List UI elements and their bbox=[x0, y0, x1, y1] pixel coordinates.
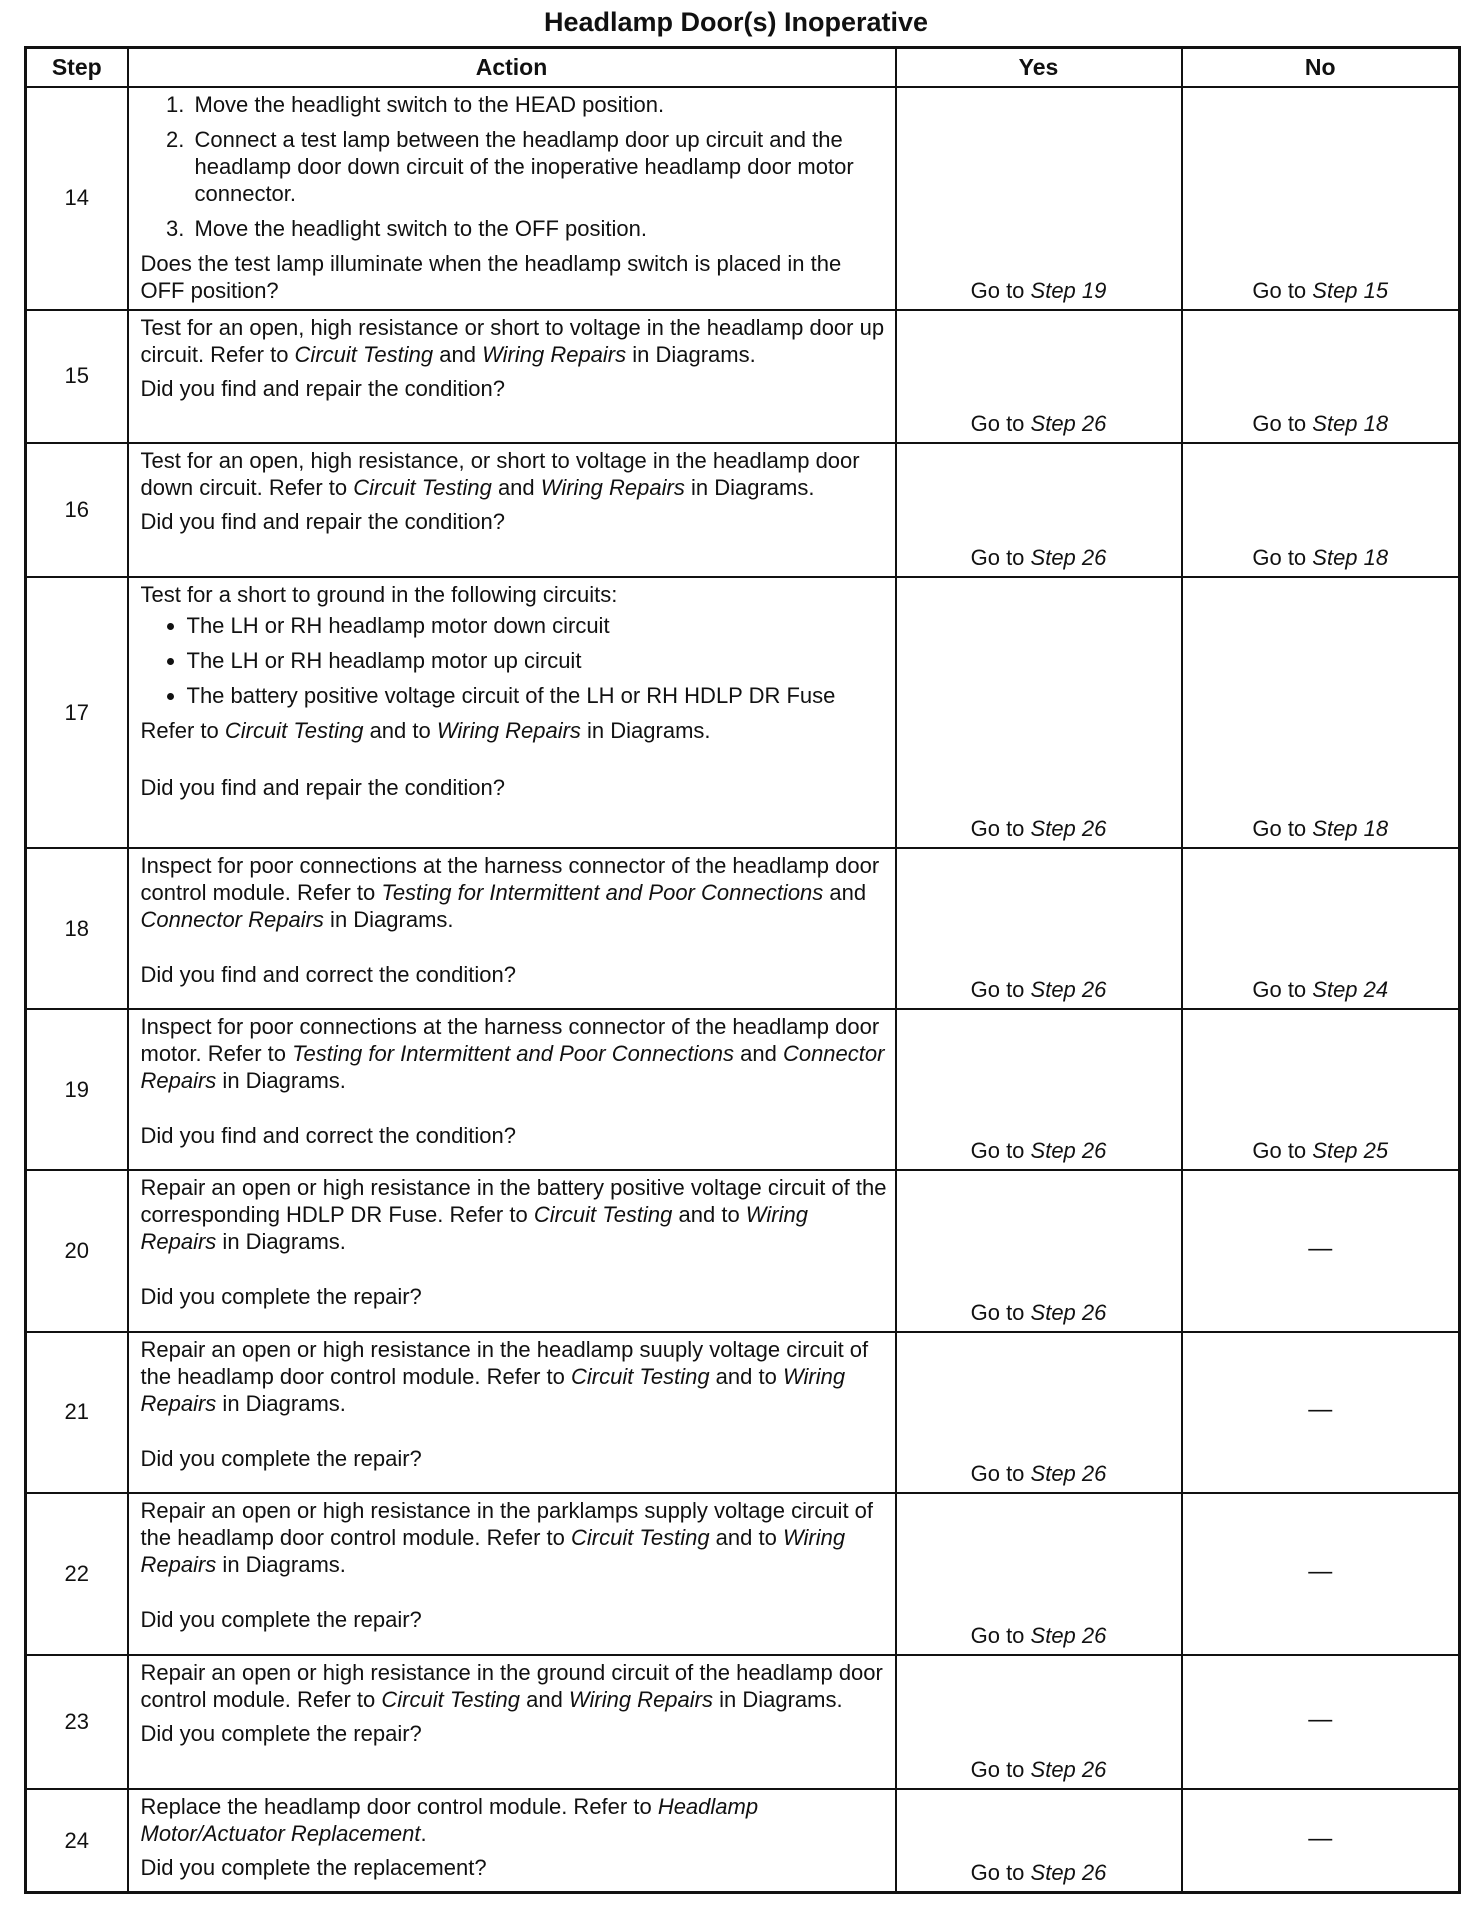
table-row bbox=[26, 577, 1460, 848]
instruction-text bbox=[141, 1659, 887, 1713]
list-item: • The LH or RH headlamp motor up circuit bbox=[187, 647, 887, 674]
goto-prefix: Go to bbox=[970, 816, 1031, 842]
action-cell bbox=[128, 1493, 896, 1654]
instruction-text bbox=[141, 447, 887, 501]
text-run: in Diagrams. bbox=[713, 1686, 843, 1712]
table-row bbox=[26, 1170, 1460, 1331]
text-run: in Diagrams. bbox=[684, 475, 815, 501]
step-reference: Step 26 bbox=[1030, 1299, 1107, 1325]
table-row bbox=[26, 1789, 1460, 1892]
doc-reference: Circuit Testing bbox=[533, 1202, 673, 1228]
yes-cell bbox=[896, 848, 1182, 1008]
text-run: and to bbox=[709, 1363, 783, 1389]
text-run: Repair an open or high resistance in the battery positive voltage circuit of the corresponding HDLP DR Fuse. Refer to bbox=[140, 1175, 887, 1228]
no-cell bbox=[1182, 1009, 1460, 1170]
instruction-text bbox=[141, 1336, 887, 1417]
text-run: in Diagrams. bbox=[216, 1552, 346, 1578]
goto-prefix: Go to bbox=[970, 1138, 1031, 1164]
goto-prefix: Go to bbox=[1252, 816, 1313, 842]
action-cell bbox=[128, 848, 896, 1008]
goto-prefix: Go to bbox=[970, 1757, 1031, 1783]
text-run: in Diagrams. bbox=[216, 1229, 346, 1255]
text-run: and to bbox=[709, 1525, 783, 1551]
yes-cell bbox=[896, 1009, 1182, 1170]
step-reference: Step 26 bbox=[1030, 1138, 1107, 1164]
table-header-row bbox=[26, 48, 1460, 88]
list-item: 3. Move the headlight switch to the OFF position. bbox=[191, 215, 887, 242]
instruction-text bbox=[141, 1793, 887, 1847]
no-cell: — bbox=[1182, 1655, 1460, 1789]
no-cell: — bbox=[1182, 1789, 1460, 1892]
question-text: Did you find and correct the condition? bbox=[140, 1122, 516, 1148]
yes-cell bbox=[896, 1655, 1182, 1789]
step-reference: Step 18 bbox=[1312, 545, 1389, 571]
step-reference: Step 25 bbox=[1312, 1138, 1389, 1164]
no-cell: — bbox=[1182, 1332, 1460, 1493]
question-text: Did you complete the repair? bbox=[140, 1445, 422, 1471]
action-cell bbox=[128, 1170, 896, 1331]
header-no: No bbox=[1182, 48, 1460, 88]
text-run: Repair an open or high resistance in the headlamp suuply voltage circuit of the headlamp door control module. Refer to bbox=[140, 1336, 869, 1389]
diagnostic-table bbox=[24, 46, 1461, 1894]
action-cell bbox=[128, 443, 896, 577]
text-run: in Diagrams. bbox=[216, 1067, 346, 1093]
step-reference: Step 26 bbox=[1030, 1860, 1107, 1885]
doc-reference: Connector Repairs bbox=[140, 1040, 885, 1093]
table-row bbox=[26, 1655, 1460, 1789]
header-step: Step bbox=[26, 48, 128, 88]
doc-reference: Testing for Intermittent and Poor Connections bbox=[381, 880, 824, 906]
goto-prefix: Go to bbox=[970, 545, 1031, 571]
list-item: • The LH or RH headlamp motor down circuit bbox=[187, 612, 887, 639]
yes-cell bbox=[896, 1332, 1182, 1493]
table-row bbox=[26, 87, 1460, 310]
no-cell bbox=[1182, 87, 1460, 310]
doc-reference: Circuit Testing bbox=[570, 1363, 710, 1389]
action-cell bbox=[128, 1789, 896, 1892]
table-row bbox=[26, 1332, 1460, 1493]
instruction-text bbox=[141, 1174, 887, 1255]
text-run: in Diagrams. bbox=[626, 341, 756, 367]
action-cell bbox=[128, 87, 896, 310]
step-reference: Step 26 bbox=[1030, 1757, 1107, 1783]
text-run: Test for an open, high resistance, or short to voltage in the headlamp door down circuit. Refer to bbox=[140, 448, 860, 501]
goto-prefix: Go to bbox=[970, 1461, 1031, 1487]
header-yes: Yes bbox=[896, 48, 1182, 88]
doc-reference: Circuit Testing bbox=[294, 341, 434, 367]
text-run: in Diagrams. bbox=[216, 1390, 346, 1416]
instruction-text bbox=[141, 717, 887, 744]
numbered-steps bbox=[141, 91, 887, 242]
step-number: 17 bbox=[26, 577, 128, 848]
doc-reference: Wiring Repairs bbox=[540, 475, 685, 501]
question-text: Did you find and repair the condition? bbox=[140, 509, 505, 535]
step-reference: Step 26 bbox=[1030, 411, 1107, 437]
bullet-list bbox=[141, 612, 887, 709]
question-text: Did you find and repair the condition? bbox=[140, 775, 505, 801]
yes-cell bbox=[896, 1789, 1182, 1892]
list-item: 2. Connect a test lamp between the headlamp door up circuit and the headlamp door down circuit of the inoperative headlamp door motor connector. bbox=[191, 126, 887, 207]
step-reference: Step 15 bbox=[1312, 277, 1389, 303]
goto-prefix: Go to bbox=[970, 976, 1031, 1002]
action-cell bbox=[128, 1332, 896, 1493]
no-cell bbox=[1182, 443, 1460, 577]
text-run: and bbox=[433, 341, 483, 367]
no-cell bbox=[1182, 577, 1460, 848]
question-text: Did you complete the repair? bbox=[140, 1607, 422, 1633]
step-reference: Step 26 bbox=[1030, 1622, 1107, 1648]
doc-reference: Circuit Testing bbox=[353, 475, 492, 501]
doc-reference: Circuit Testing bbox=[570, 1525, 710, 1551]
yes-cell bbox=[896, 87, 1182, 310]
text-run: and to bbox=[672, 1202, 746, 1228]
instruction-text bbox=[141, 1013, 887, 1094]
yes-cell bbox=[896, 1170, 1182, 1331]
text-run: Test for an open, high resistance or short to voltage in the headlamp door up circuit. Refer to bbox=[140, 314, 885, 367]
no-cell bbox=[1182, 310, 1460, 443]
question-text: Does the test lamp illuminate when the headlamp switch is placed in the OFF position? bbox=[140, 251, 842, 303]
doc-reference: Circuit Testing bbox=[381, 1686, 520, 1712]
step-number: 18 bbox=[26, 848, 128, 1008]
doc-reference: Wiring Repairs bbox=[140, 1202, 808, 1255]
text-run: in Diagrams. bbox=[323, 907, 454, 933]
step-reference: Step 19 bbox=[1030, 277, 1107, 303]
yes-cell bbox=[896, 1493, 1182, 1654]
goto-prefix: Go to bbox=[970, 411, 1031, 437]
goto-prefix: Go to bbox=[1252, 277, 1313, 303]
no-cell bbox=[1182, 848, 1460, 1008]
step-reference: Step 18 bbox=[1312, 411, 1389, 437]
action-cell bbox=[128, 1009, 896, 1170]
question-text: Did you find and repair the condition? bbox=[140, 375, 505, 401]
doc-reference: Wiring Repairs bbox=[568, 1686, 713, 1712]
step-number: 22 bbox=[26, 1493, 128, 1654]
instruction-intro: Test for a short to ground in the following circuits: bbox=[140, 582, 618, 608]
table-row bbox=[26, 1493, 1460, 1654]
text-run: Repair an open or high resistance in the parklamps supply voltage circuit of the headlamp door control module. Refer to bbox=[140, 1498, 874, 1551]
yes-cell bbox=[896, 310, 1182, 443]
text-run: and bbox=[491, 475, 541, 501]
table-row bbox=[26, 443, 1460, 577]
question-text: Did you complete the repair? bbox=[140, 1284, 422, 1310]
question-text: Did you find and correct the condition? bbox=[140, 962, 516, 988]
goto-prefix: Go to bbox=[970, 1622, 1031, 1648]
page-title: Headlamp Door(s) Inoperative bbox=[543, 7, 929, 37]
action-cell bbox=[128, 310, 896, 443]
table-row bbox=[26, 1009, 1460, 1170]
step-reference: Step 26 bbox=[1030, 816, 1107, 842]
text-run: and to bbox=[363, 718, 437, 744]
text-run: and bbox=[823, 880, 867, 906]
text-run: Inspect for poor connections at the harness connector of the headlamp door motor. Refer to bbox=[140, 1013, 880, 1066]
text-run: Inspect for poor connections at the harness connector of the headlamp door control module. Refer to bbox=[140, 853, 880, 906]
goto-prefix: Go to bbox=[970, 277, 1031, 303]
question-text: Did you complete the repair? bbox=[140, 1720, 422, 1746]
step-number: 23 bbox=[26, 1655, 128, 1789]
step-reference: Step 26 bbox=[1030, 976, 1107, 1002]
question-text: Did you complete the replacement? bbox=[140, 1855, 487, 1881]
step-number: 16 bbox=[26, 443, 128, 577]
step-reference: Step 18 bbox=[1312, 816, 1389, 842]
no-cell: — bbox=[1182, 1170, 1460, 1331]
table-row bbox=[26, 848, 1460, 1008]
step-number: 14 bbox=[26, 87, 128, 310]
goto-prefix: Go to bbox=[970, 1860, 1031, 1885]
text-run: in Diagrams. bbox=[580, 718, 711, 744]
step-reference: Step 26 bbox=[1030, 1461, 1107, 1487]
step-reference: Step 26 bbox=[1030, 545, 1107, 571]
goto-prefix: Go to bbox=[1252, 1138, 1313, 1164]
doc-reference: Testing for Intermittent and Poor Connections bbox=[292, 1040, 735, 1066]
header-action: Action bbox=[128, 48, 896, 88]
action-cell bbox=[128, 577, 896, 848]
step-number: 21 bbox=[26, 1332, 128, 1493]
goto-prefix: Go to bbox=[1252, 411, 1313, 437]
text-run: . bbox=[420, 1821, 427, 1847]
list-item: • The battery positive voltage circuit of the LH or RH HDLP DR Fuse bbox=[187, 682, 887, 709]
doc-reference: Headlamp Motor/Actuator Replacement bbox=[140, 1794, 759, 1847]
text-run: and bbox=[519, 1686, 569, 1712]
doc-reference: Wiring Repairs bbox=[482, 341, 627, 367]
text-run: Refer to bbox=[140, 718, 225, 744]
goto-prefix: Go to bbox=[970, 1299, 1031, 1325]
instruction-text bbox=[141, 314, 887, 368]
step-number: 19 bbox=[26, 1009, 128, 1170]
instruction-text bbox=[141, 1497, 887, 1578]
step-number: 15 bbox=[26, 310, 128, 443]
doc-reference: Circuit Testing bbox=[224, 718, 364, 744]
action-cell bbox=[128, 1655, 896, 1789]
step-reference: Step 24 bbox=[1312, 976, 1389, 1002]
doc-reference: Connector Repairs bbox=[140, 907, 324, 933]
text-run: Repair an open or high resistance in the ground circuit of the headlamp door control module. Refer to bbox=[140, 1659, 883, 1712]
text-run: and bbox=[734, 1040, 783, 1066]
goto-prefix: Go to bbox=[1252, 545, 1313, 571]
doc-reference: Wiring Repairs bbox=[436, 718, 581, 744]
yes-cell bbox=[896, 443, 1182, 577]
goto-prefix: Go to bbox=[1252, 976, 1313, 1002]
text-run: Replace the headlamp door control module. Refer to bbox=[140, 1794, 658, 1820]
instruction-text bbox=[141, 852, 887, 933]
doc-reference: Wiring Repairs bbox=[140, 1525, 846, 1578]
step-number: 20 bbox=[26, 1170, 128, 1331]
table-row bbox=[26, 310, 1460, 443]
list-item: 1. Move the headlight switch to the HEAD position. bbox=[191, 91, 887, 118]
doc-reference: Wiring Repairs bbox=[140, 1363, 846, 1416]
step-number: 24 bbox=[26, 1789, 128, 1892]
no-cell: — bbox=[1182, 1493, 1460, 1654]
yes-cell bbox=[896, 577, 1182, 848]
